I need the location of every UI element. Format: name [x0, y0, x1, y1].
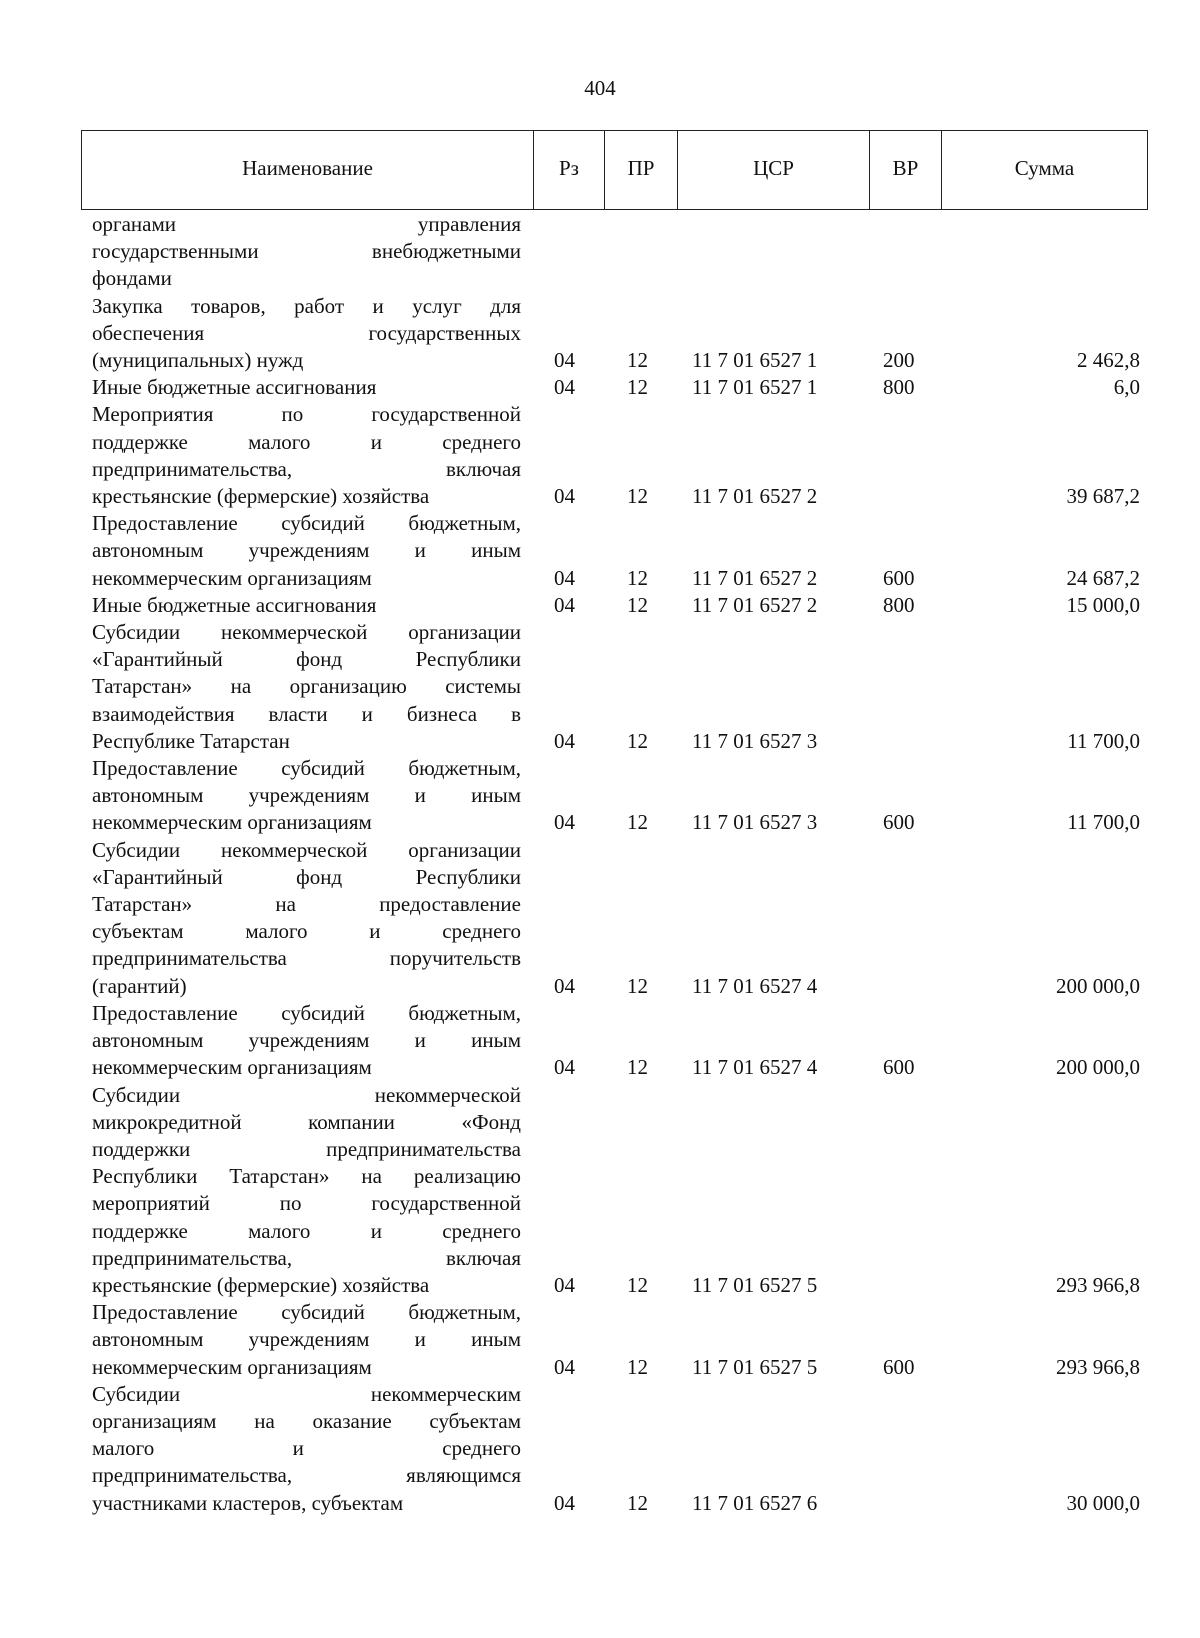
row-name-line: Республике Татарстан: [92, 728, 290, 753]
row-name-line: предпринимательства поручительств: [92, 946, 521, 971]
row-name: [92, 374, 521, 401]
row-name: [92, 510, 521, 592]
row-name-line: (гарантий): [92, 973, 187, 998]
row-sum: 15 000,0: [1066, 592, 1140, 617]
row-name: [92, 293, 521, 375]
table-row: [92, 755, 1148, 837]
row-rz: 04: [554, 375, 575, 400]
row-name-line: автономным учреждениям и иным: [92, 1327, 521, 1352]
row-name-line: некоммерческим организациям: [92, 810, 372, 835]
header-name: Наименование: [82, 131, 534, 209]
row-name-line: Мероприятия по государственной: [92, 402, 521, 427]
row-pr: 12: [627, 728, 648, 753]
table-row: [92, 1299, 1148, 1381]
row-name-line: Субсидии некоммерческим: [92, 1381, 521, 1406]
row-vr: 600: [883, 1354, 915, 1379]
row-pr: 12: [627, 375, 648, 400]
table-row: [92, 293, 1148, 375]
table-header: [81, 130, 1148, 210]
row-csr: 11 7 01 6527 3: [692, 810, 818, 835]
row-name-line: Предоставление субсидий бюджетным,: [92, 1000, 521, 1025]
row-rz: 04: [554, 484, 575, 509]
table-body: [92, 211, 1148, 1517]
row-vr: 600: [883, 565, 915, 590]
row-csr: 11 7 01 6527 4: [692, 1055, 818, 1080]
row-name: [92, 755, 521, 837]
row-name-line: Республики Татарстан» на реализацию: [92, 1164, 521, 1189]
row-csr: 11 7 01 6527 2: [692, 592, 818, 617]
table-row: [92, 592, 1148, 619]
row-name-line: предпринимательства, являющимся: [92, 1463, 521, 1488]
row-sum: 200 000,0: [1056, 973, 1140, 998]
row-name: [92, 211, 521, 293]
row-vr: 800: [883, 592, 915, 617]
row-name-line: некоммерческим организациям: [92, 1354, 372, 1379]
row-rz: 04: [554, 973, 575, 998]
table-row: [92, 837, 1148, 1000]
row-vr: 600: [883, 1055, 915, 1080]
row-sum: 293 966,8: [1056, 1354, 1140, 1379]
row-csr: 11 7 01 6527 5: [692, 1272, 818, 1297]
row-csr: 11 7 01 6527 3: [692, 728, 818, 753]
row-name-line: поддержке малого и среднего: [92, 1218, 521, 1243]
row-name-line: предпринимательства, включая: [92, 1245, 521, 1270]
row-rz: 04: [554, 728, 575, 753]
row-name-line: микрокредитной компании «Фонд: [92, 1109, 521, 1134]
row-name-line: Субсидии некоммерческой: [92, 1082, 521, 1107]
row-vr: 800: [883, 375, 915, 400]
row-sum: 6,0: [1113, 375, 1140, 400]
row-pr: 12: [627, 348, 648, 373]
row-name-line: Татарстан» на организацию системы: [92, 674, 521, 699]
row-pr: 12: [627, 1354, 648, 1379]
row-sum: 200 000,0: [1056, 1055, 1140, 1080]
row-name-line: фондами: [92, 266, 172, 291]
header-csr: ЦСР: [678, 131, 870, 209]
row-rz: 04: [554, 1055, 575, 1080]
row-name-line: малого и среднего: [92, 1436, 521, 1461]
row-name-line: Татарстан» на предоставление: [92, 892, 521, 917]
header-rz: Рз: [534, 131, 605, 209]
table-row: [92, 211, 1148, 293]
row-rz: 04: [554, 1272, 575, 1297]
table-row: [92, 374, 1148, 401]
row-name: [92, 1082, 521, 1300]
row-name-line: (муниципальных) нужд: [92, 348, 304, 373]
row-name-line: Субсидии некоммерческой организации: [92, 620, 521, 645]
row-vr: 600: [883, 810, 915, 835]
header-pr: ПР: [605, 131, 678, 209]
row-name-line: государственными внебюджетными: [92, 239, 521, 264]
row-sum: 30 000,0: [1066, 1490, 1140, 1515]
row-name-line: Предоставление субсидий бюджетным,: [92, 756, 521, 781]
row-name: [92, 1381, 521, 1517]
row-name: [92, 1000, 521, 1082]
row-name-line: организациям на оказание субъектам: [92, 1408, 521, 1433]
row-pr: 12: [627, 592, 648, 617]
row-name-line: поддержки предпринимательства: [92, 1136, 521, 1161]
row-name-line: Иные бюджетные ассигнования: [92, 592, 377, 617]
table-row: [92, 1000, 1148, 1082]
row-pr: 12: [627, 1055, 648, 1080]
table-row: [92, 619, 1148, 755]
row-csr: 11 7 01 6527 1: [692, 375, 818, 400]
table-row: [92, 1381, 1148, 1517]
row-name-line: взаимодействия власти и бизнеса в: [92, 701, 521, 726]
row-pr: 12: [627, 1490, 648, 1515]
table-row: [92, 401, 1148, 510]
row-name-line: участниками кластеров, субъектам: [92, 1490, 404, 1515]
row-name: [92, 401, 521, 510]
row-name-line: Закупка товаров, работ и услуг для: [92, 293, 521, 318]
row-rz: 04: [554, 1490, 575, 1515]
row-name: [92, 837, 521, 1000]
row-name-line: автономным учреждениям и иным: [92, 1028, 521, 1053]
row-sum: 39 687,2: [1066, 484, 1140, 509]
row-rz: 04: [554, 565, 575, 590]
row-name-line: «Гарантийный фонд Республики: [92, 864, 521, 889]
row-name-line: Предоставление субсидий бюджетным,: [92, 1300, 521, 1325]
row-sum: 11 700,0: [1067, 810, 1140, 835]
row-csr: 11 7 01 6527 2: [692, 484, 818, 509]
row-name-line: субъектам малого и среднего: [92, 919, 521, 944]
table-row: [92, 510, 1148, 592]
table-row: [92, 1082, 1148, 1300]
row-name-line: Иные бюджетные ассигнования: [92, 375, 377, 400]
row-sum: 2 462,8: [1077, 348, 1140, 373]
row-csr: 11 7 01 6527 2: [692, 565, 818, 590]
row-rz: 04: [554, 1354, 575, 1379]
row-name-line: некоммерческим организациям: [92, 1055, 372, 1080]
row-sum: 11 700,0: [1067, 728, 1140, 753]
row-rz: 04: [554, 348, 575, 373]
row-name-line: некоммерческим организациям: [92, 565, 372, 590]
header-sum: Сумма: [1014, 155, 1075, 180]
row-pr: 12: [627, 565, 648, 590]
row-name: [92, 592, 521, 619]
row-name-line: мероприятий по государственной: [92, 1191, 521, 1216]
row-name-line: «Гарантийный фонд Республики: [92, 647, 521, 672]
row-sum: 293 966,8: [1056, 1272, 1140, 1297]
row-pr: 12: [627, 1272, 648, 1297]
page-number: 404: [584, 76, 616, 100]
row-pr: 12: [627, 484, 648, 509]
row-name-line: обеспечения государственных: [92, 320, 521, 345]
row-name-line: Субсидии некоммерческой организации: [92, 837, 521, 862]
row-rz: 04: [554, 592, 575, 617]
row-name: [92, 1299, 521, 1381]
row-name-line: автономным учреждениям и иным: [92, 783, 521, 808]
header-vr: ВР: [870, 131, 942, 209]
row-csr: 11 7 01 6527 4: [692, 973, 818, 998]
row-name-line: крестьянские (фермерские) хозяйства: [92, 484, 430, 509]
row-rz: 04: [554, 810, 575, 835]
row-pr: 12: [627, 810, 648, 835]
row-csr: 11 7 01 6527 1: [692, 348, 818, 373]
row-csr: 11 7 01 6527 5: [692, 1354, 818, 1379]
row-vr: 200: [883, 348, 915, 373]
row-pr: 12: [627, 973, 648, 998]
row-sum: 24 687,2: [1066, 565, 1140, 590]
row-csr: 11 7 01 6527 6: [692, 1490, 818, 1515]
row-name-line: предпринимательства, включая: [92, 456, 521, 481]
row-name-line: крестьянские (фермерские) хозяйства: [92, 1272, 430, 1297]
row-name-line: органами управления: [92, 212, 521, 236]
row-name-line: Предоставление субсидий бюджетным,: [92, 511, 521, 536]
row-name-line: автономным учреждениям и иным: [92, 538, 521, 563]
row-name: [92, 619, 521, 755]
row-name-line: поддержке малого и среднего: [92, 429, 521, 454]
